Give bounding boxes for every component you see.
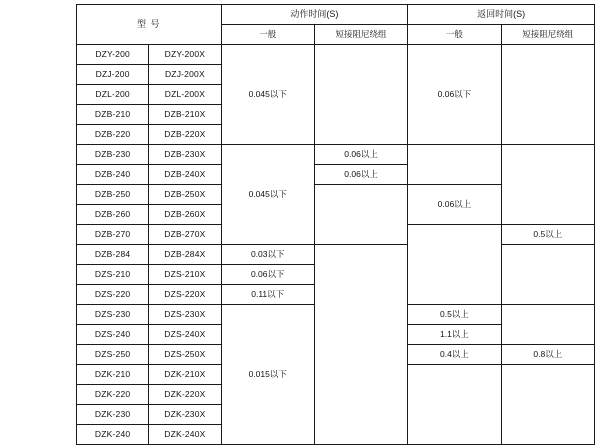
cell-model-a: DZY-200 xyxy=(77,45,149,65)
header-action-shorted: 短接阻尼绕组 xyxy=(314,25,407,45)
cell-return-shorted: 0.8以上 xyxy=(501,345,594,365)
cell-action-shorted xyxy=(314,185,407,245)
cell-return-normal: 0.5以上 xyxy=(408,305,501,325)
cell-return-shorted xyxy=(501,45,594,145)
cell-return-shorted: 0.5以上 xyxy=(501,225,594,245)
cell-model-b: DZS-210X xyxy=(149,265,221,285)
cell-return-normal xyxy=(408,365,501,445)
table-row xyxy=(77,145,595,165)
cell-return-normal xyxy=(408,225,501,305)
header-return-normal: 一般 xyxy=(408,25,501,45)
cell-model-b: DZS-240X xyxy=(149,325,221,345)
table-header-row-1 xyxy=(77,5,595,25)
cell-model-b: DZB-270X xyxy=(149,225,221,245)
cell-return-shorted xyxy=(501,365,594,445)
header-model: 型 号 xyxy=(77,5,222,45)
cell-model-a: DZB-260 xyxy=(77,205,149,225)
cell-action-shorted xyxy=(314,45,407,145)
cell-action-normal: 0.015以下 xyxy=(221,305,314,445)
cell-model-a: DZB-230 xyxy=(77,145,149,165)
cell-model-a: DZK-230 xyxy=(77,405,149,425)
cell-return-shorted xyxy=(501,145,594,225)
header-action-time: 动作时间(S) xyxy=(221,5,408,25)
cell-return-normal xyxy=(408,145,501,185)
header-return-time: 返回时间(S) xyxy=(408,5,595,25)
cell-model-b: DZB-250X xyxy=(149,185,221,205)
cell-return-normal: 0.06以下 xyxy=(408,45,501,145)
cell-return-normal: 1.1以上 xyxy=(408,325,501,345)
cell-model-b: DZS-230X xyxy=(149,305,221,325)
cell-action-normal: 0.045以下 xyxy=(221,45,314,145)
cell-model-b: DZB-284X xyxy=(149,245,221,265)
cell-model-a: DZS-240 xyxy=(77,325,149,345)
cell-model-b: DZK-220X xyxy=(149,385,221,405)
cell-model-a: DZS-220 xyxy=(77,285,149,305)
cell-return-normal: 0.06以上 xyxy=(408,185,501,225)
cell-model-a: DZS-230 xyxy=(77,305,149,325)
table-body xyxy=(77,45,595,445)
cell-action-shorted: 0.06以上 xyxy=(314,165,407,185)
cell-model-b: DZS-250X xyxy=(149,345,221,365)
header-action-normal: 一般 xyxy=(221,25,314,45)
cell-model-a: DZB-284 xyxy=(77,245,149,265)
cell-return-shorted xyxy=(501,245,594,305)
cell-model-b: DZB-240X xyxy=(149,165,221,185)
cell-model-a: DZB-240 xyxy=(77,165,149,185)
cell-action-normal: 0.11以下 xyxy=(221,285,314,305)
cell-model-a: DZK-210 xyxy=(77,365,149,385)
cell-return-normal: 0.4以上 xyxy=(408,345,501,365)
cell-model-b: DZJ-200X xyxy=(149,65,221,85)
cell-action-normal: 0.06以下 xyxy=(221,265,314,285)
cell-action-shorted xyxy=(314,245,407,445)
cell-model-b: DZK-230X xyxy=(149,405,221,425)
table-row xyxy=(77,45,595,65)
cell-model-b: DZY-200X xyxy=(149,45,221,65)
cell-model-b: DZS-220X xyxy=(149,285,221,305)
cell-model-b: DZK-240X xyxy=(149,425,221,445)
cell-model-a: DZK-220 xyxy=(77,385,149,405)
cell-model-a: DZB-220 xyxy=(77,125,149,145)
cell-action-shorted: 0.06以上 xyxy=(314,145,407,165)
cell-model-b: DZB-260X xyxy=(149,205,221,225)
cell-model-a: DZS-210 xyxy=(77,265,149,285)
cell-model-a: DZB-270 xyxy=(77,225,149,245)
table-header xyxy=(77,5,595,45)
cell-model-b: DZL-200X xyxy=(149,85,221,105)
header-return-shorted: 短接阻尼绕组 xyxy=(501,25,594,45)
cell-model-a: DZB-250 xyxy=(77,185,149,205)
cell-action-normal: 0.045以下 xyxy=(221,145,314,245)
cell-model-a: DZJ-200 xyxy=(77,65,149,85)
cell-model-a: DZS-250 xyxy=(77,345,149,365)
relay-timing-table xyxy=(76,4,595,445)
cell-model-b: DZK-210X xyxy=(149,365,221,385)
cell-model-a: DZB-210 xyxy=(77,105,149,125)
cell-model-a: DZK-240 xyxy=(77,425,149,445)
cell-action-normal: 0.03以下 xyxy=(221,245,314,265)
cell-model-b: DZB-220X xyxy=(149,125,221,145)
cell-model-a: DZL-200 xyxy=(77,85,149,105)
cell-return-shorted xyxy=(501,305,594,345)
cell-model-b: DZB-230X xyxy=(149,145,221,165)
table-row xyxy=(77,245,595,265)
cell-model-b: DZB-210X xyxy=(149,105,221,125)
